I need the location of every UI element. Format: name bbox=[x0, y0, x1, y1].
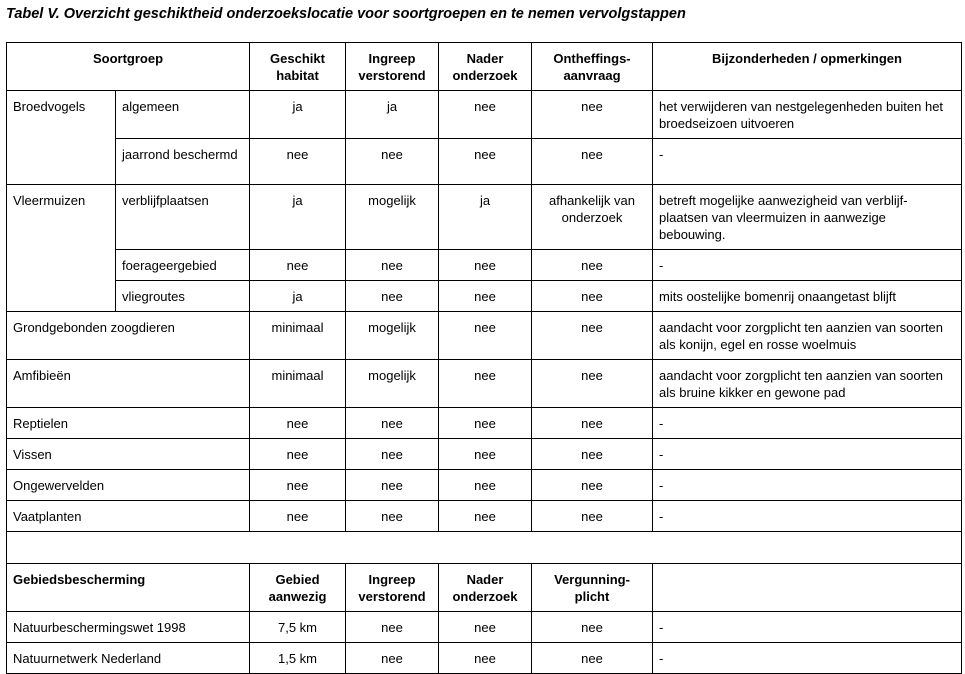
geschikt-cell: ja bbox=[250, 91, 346, 139]
header-geschikt-habitat: Geschikt habitat bbox=[250, 43, 346, 91]
ingreep-cell: mogelijk bbox=[346, 185, 439, 250]
opmerking-cell: - bbox=[653, 470, 962, 501]
header-nader-onderzoek: Nader onderzoek bbox=[439, 564, 532, 612]
header-empty bbox=[653, 564, 962, 612]
ingreep-cell: nee bbox=[346, 408, 439, 439]
ingreep-cell: nee bbox=[346, 250, 439, 281]
ontheffing-cell: nee bbox=[532, 408, 653, 439]
nader-cell: nee bbox=[439, 360, 532, 408]
group-cell bbox=[7, 281, 116, 312]
group-cell: Amfibieën bbox=[7, 360, 250, 408]
spacer-cell bbox=[7, 532, 962, 564]
gebied-cell: 7,5 km bbox=[250, 612, 346, 643]
ingreep-cell: ja bbox=[346, 91, 439, 139]
table-row bbox=[7, 91, 962, 139]
ontheffing-cell: nee bbox=[532, 501, 653, 532]
geschikt-cell: nee bbox=[250, 501, 346, 532]
ingreep-cell: mogelijk bbox=[346, 360, 439, 408]
ingreep-cell: nee bbox=[346, 139, 439, 185]
group-cell: Broedvogels bbox=[7, 91, 116, 139]
header-gebiedsbescherming: Gebiedsbescherming bbox=[7, 564, 250, 612]
table-row bbox=[7, 185, 962, 250]
geschikt-cell: nee bbox=[250, 408, 346, 439]
group-cell: Vaatplanten bbox=[7, 501, 250, 532]
ontheffing-cell: nee bbox=[532, 281, 653, 312]
geschikt-cell: ja bbox=[250, 185, 346, 250]
nader-cell: nee bbox=[439, 312, 532, 360]
ingreep-cell: nee bbox=[346, 439, 439, 470]
opmerking-cell: aandacht voor zorgplicht ten aanzien van soorten als bruine kikker en gewone pad bbox=[653, 360, 962, 408]
opmerking-cell: aandacht voor zorgplicht ten aanzien van soorten als konijn, egel en rosse woelmuis bbox=[653, 312, 962, 360]
ontheffing-cell: nee bbox=[532, 91, 653, 139]
header-gebied-aanwezig: Gebied aanwezig bbox=[250, 564, 346, 612]
geschikt-cell: nee bbox=[250, 470, 346, 501]
group-cell bbox=[7, 250, 116, 281]
nader-cell: nee bbox=[439, 501, 532, 532]
sub-cell: verblijfplaatsen bbox=[116, 185, 250, 250]
ontheffing-cell: afhankelijk van onderzoek bbox=[532, 185, 653, 250]
table-row bbox=[7, 139, 962, 185]
sub-cell: jaarrond beschermd bbox=[116, 139, 250, 185]
gebied-label-cell: Natuurnetwerk Nederland bbox=[7, 643, 250, 674]
geschikt-cell: minimaal bbox=[250, 360, 346, 408]
overview-table bbox=[6, 42, 962, 674]
header-bijzonderheden: Bijzonderheden / opmerkingen bbox=[653, 43, 962, 91]
header-soortgroep: Soortgroep bbox=[7, 43, 250, 91]
table-row bbox=[7, 312, 962, 360]
ontheffing-cell: nee bbox=[532, 250, 653, 281]
opmerking-cell: - bbox=[653, 439, 962, 470]
opmerking-cell: mits oostelijke bomenrij onaangetast blijft bbox=[653, 281, 962, 312]
group-cell: Vleermuizen bbox=[7, 185, 116, 250]
ingreep-cell: mogelijk bbox=[346, 312, 439, 360]
ingreep-cell: nee bbox=[346, 501, 439, 532]
group-cell: Grondgebonden zoogdieren bbox=[7, 312, 250, 360]
geschikt-cell: ja bbox=[250, 281, 346, 312]
ontheffing-cell: nee bbox=[532, 312, 653, 360]
ingreep-cell: nee bbox=[346, 643, 439, 674]
group-cell: Vissen bbox=[7, 439, 250, 470]
group-cell: Ongewervelden bbox=[7, 470, 250, 501]
header-ingreep-verstorend: Ingreep verstorend bbox=[346, 564, 439, 612]
table-row bbox=[7, 408, 962, 439]
geschikt-cell: nee bbox=[250, 250, 346, 281]
ingreep-cell: nee bbox=[346, 470, 439, 501]
vergunning-cell: nee bbox=[532, 612, 653, 643]
group-cell bbox=[7, 139, 116, 185]
ingreep-cell: nee bbox=[346, 612, 439, 643]
table-row bbox=[7, 612, 962, 643]
geschikt-cell: nee bbox=[250, 439, 346, 470]
table-row bbox=[7, 643, 962, 674]
nader-cell: nee bbox=[439, 281, 532, 312]
table-row bbox=[7, 439, 962, 470]
opmerking-cell: - bbox=[653, 643, 962, 674]
soortgroep-header-row bbox=[7, 43, 962, 91]
opmerking-cell: - bbox=[653, 250, 962, 281]
opmerking-cell: het verwijderen van nestgelegenheden buiten het broedseizoen uitvoeren bbox=[653, 91, 962, 139]
nader-cell: ja bbox=[439, 185, 532, 250]
header-nader-onderzoek: Nader onderzoek bbox=[439, 43, 532, 91]
opmerking-cell: - bbox=[653, 408, 962, 439]
nader-cell: nee bbox=[439, 250, 532, 281]
ontheffing-cell: nee bbox=[532, 139, 653, 185]
header-ontheffingsaanvraag: Ontheffings- aanvraag bbox=[532, 43, 653, 91]
gebied-header-row bbox=[7, 564, 962, 612]
opmerking-cell: - bbox=[653, 501, 962, 532]
spacer-row bbox=[7, 532, 962, 564]
table-row bbox=[7, 470, 962, 501]
geschikt-cell: minimaal bbox=[250, 312, 346, 360]
group-cell: Reptielen bbox=[7, 408, 250, 439]
nader-cell: nee bbox=[439, 612, 532, 643]
vergunning-cell: nee bbox=[532, 643, 653, 674]
nader-cell: nee bbox=[439, 139, 532, 185]
header-ingreep-verstorend: Ingreep verstorend bbox=[346, 43, 439, 91]
ontheffing-cell: nee bbox=[532, 470, 653, 501]
table-row bbox=[7, 250, 962, 281]
nader-cell: nee bbox=[439, 439, 532, 470]
sub-cell: algemeen bbox=[116, 91, 250, 139]
geschikt-cell: nee bbox=[250, 139, 346, 185]
ingreep-cell: nee bbox=[346, 281, 439, 312]
opmerking-cell: - bbox=[653, 139, 962, 185]
ontheffing-cell: nee bbox=[532, 360, 653, 408]
table-row bbox=[7, 281, 962, 312]
gebied-label-cell: Natuurbeschermingswet 1998 bbox=[7, 612, 250, 643]
table-row bbox=[7, 501, 962, 532]
ontheffing-cell: nee bbox=[532, 439, 653, 470]
opmerking-cell: betreft mogelijke aanwezigheid van verblijf-plaatsen van vleermuizen in aanwezige bebouwing. bbox=[653, 185, 962, 250]
table-caption: Tabel V. Overzicht geschiktheid onderzoekslocatie voor soortgroepen en te nemen vervolgstappen bbox=[6, 6, 686, 22]
nader-cell: nee bbox=[439, 91, 532, 139]
nader-cell: nee bbox=[439, 643, 532, 674]
sub-cell: foerageergebied bbox=[116, 250, 250, 281]
opmerking-cell: - bbox=[653, 612, 962, 643]
header-vergunningplicht: Vergunning- plicht bbox=[532, 564, 653, 612]
nader-cell: nee bbox=[439, 470, 532, 501]
nader-cell: nee bbox=[439, 408, 532, 439]
gebied-cell: 1,5 km bbox=[250, 643, 346, 674]
sub-cell: vliegroutes bbox=[116, 281, 250, 312]
table-row bbox=[7, 360, 962, 408]
